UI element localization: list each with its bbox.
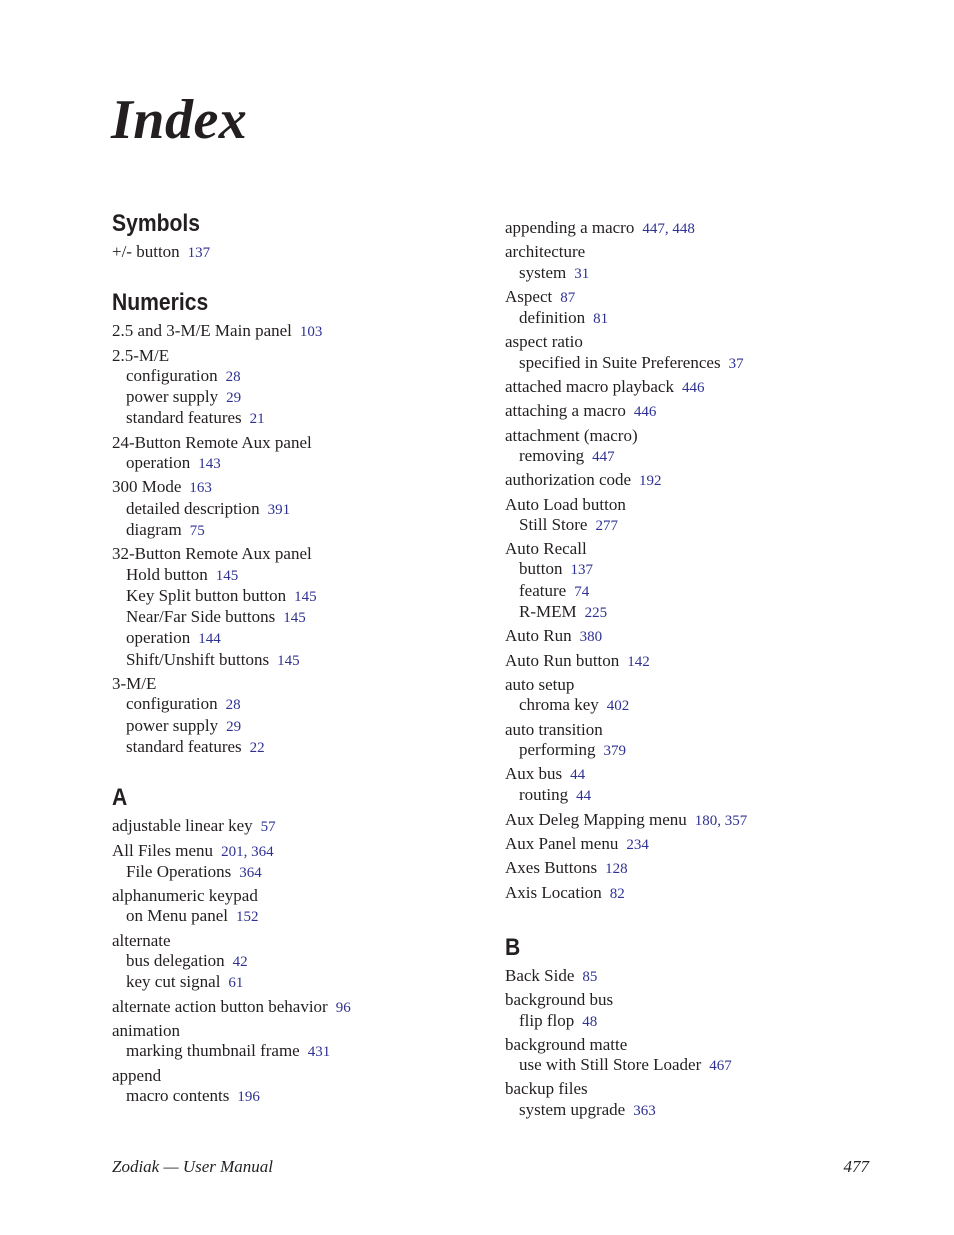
index-subentry: [112, 1086, 492, 1107]
index-entry-line: [505, 470, 885, 491]
page-reference-link[interactable]: 44: [576, 788, 592, 805]
index-subentry: [505, 695, 885, 716]
page-reference-link[interactable]: 28: [225, 697, 241, 714]
index-term: Auto Run: [505, 626, 572, 646]
index-subterm: performing: [519, 739, 596, 759]
index-entry-line: [112, 841, 492, 862]
index-subentry: [112, 565, 492, 586]
page-reference-link[interactable]: 225: [584, 605, 608, 622]
index-subterm: flip flop: [519, 1010, 575, 1030]
page-reference-link[interactable]: 29: [226, 718, 242, 735]
page-reference-link[interactable]: 234: [626, 837, 649, 854]
index-entry: [112, 886, 492, 928]
page-reference-link[interactable]: 145: [283, 610, 306, 627]
index-section: [112, 210, 492, 263]
index-entry: [112, 433, 492, 475]
page-reference-link[interactable]: 29: [226, 390, 242, 407]
index-term: 2.5-M/E: [112, 345, 170, 365]
index-subentry: [112, 607, 492, 628]
index-entry-line: [112, 997, 492, 1018]
index-subterm: configuration: [126, 694, 218, 714]
index-entry: [505, 539, 885, 623]
page-reference-link[interactable]: 192: [639, 473, 662, 490]
index-entry-line: [112, 242, 492, 263]
index-subterm: power supply: [126, 387, 219, 407]
index-entry: [112, 1021, 492, 1063]
page-reference-link[interactable]: 128: [605, 861, 628, 878]
index-subentry: [112, 586, 492, 607]
index-term: attached macro playback: [505, 377, 674, 397]
index-entry: [112, 544, 492, 671]
page-reference-link[interactable]: 431: [307, 1044, 331, 1061]
index-entry: [505, 810, 885, 831]
index-term: Auto Load button: [505, 494, 626, 514]
index-entry: [505, 990, 885, 1032]
index-entry-line: [112, 816, 492, 837]
index-subterm: configuration: [126, 365, 218, 385]
index-section: [505, 218, 885, 904]
index-entry-line: [505, 651, 885, 672]
index-entry-line: [505, 287, 885, 308]
index-subterm: operation: [126, 453, 191, 473]
page-reference-link[interactable]: 81: [593, 311, 609, 328]
index-entry: [505, 242, 885, 284]
index-subentry: [112, 453, 492, 474]
page-reference-link[interactable]: 103: [299, 324, 323, 341]
index-subentry: [112, 906, 492, 927]
index-subterm: macro contents: [126, 1085, 230, 1105]
footer-page-number: 477: [843, 1157, 869, 1176]
index-subentry: [112, 408, 492, 429]
index-term: alphanumeric keypad: [112, 886, 258, 906]
index-subterm: Near/Far Side buttons: [126, 607, 276, 627]
index-column-left: [112, 210, 492, 1133]
index-entry: [112, 477, 492, 541]
section-heading: Numerics: [112, 289, 209, 317]
index-entry-line: [112, 433, 492, 453]
index-entry: [505, 720, 885, 762]
index-subentry: [505, 446, 885, 467]
index-subterm: use with Still Store Loader: [519, 1055, 702, 1075]
index-subterm: removing: [519, 445, 585, 465]
page-reference-link[interactable]: 145: [294, 588, 317, 605]
index-entry-line: [112, 477, 492, 498]
index-term: 2.5 and 3-M/E Main panel: [112, 321, 292, 341]
index-entry: [505, 675, 885, 717]
index-term: Axes Buttons: [505, 858, 598, 878]
index-entry: [505, 883, 885, 904]
index-entry-line: [505, 990, 885, 1010]
index-entry: [112, 997, 492, 1018]
index-entry-line: [505, 1035, 885, 1055]
index-entry: [505, 966, 885, 987]
page-reference-link[interactable]: 447: [592, 448, 615, 465]
index-entry-line: [112, 1021, 492, 1041]
index-subentry: [505, 308, 885, 329]
page-reference-link[interactable]: 143: [198, 456, 221, 473]
index-entry: [112, 841, 492, 884]
page-reference-link[interactable]: 61: [228, 975, 244, 992]
page-reference-link[interactable]: 137: [570, 562, 593, 579]
index-entry-line: [112, 886, 492, 906]
index-term: alternate: [112, 930, 171, 950]
index-subentry: [112, 972, 492, 993]
index-term: Auto Run button: [505, 650, 620, 670]
index-entry: [505, 332, 885, 374]
index-section: [505, 934, 885, 1121]
index-term: authorization code: [505, 470, 632, 490]
index-entry-line: [505, 810, 885, 831]
index-subentry: [505, 559, 885, 580]
index-term: alternate action button behavior: [112, 996, 328, 1016]
index-term: aspect ratio: [505, 332, 583, 352]
page-reference-link[interactable]: 137: [187, 245, 211, 261]
index-term: background bus: [505, 990, 614, 1010]
page-reference-link[interactable]: 391: [267, 501, 291, 518]
index-subentry: [505, 1011, 885, 1032]
index-subentry: [112, 366, 492, 387]
index-subentry: [505, 581, 885, 602]
index-term: 3-M/E: [112, 674, 157, 694]
index-entry: [505, 287, 885, 330]
index-subterm: File Operations: [126, 861, 232, 881]
index-subterm: on Menu panel: [126, 906, 228, 926]
index-subentry: [505, 602, 885, 623]
index-entry: [505, 470, 885, 491]
index-subentry: [505, 740, 885, 761]
index-entry-line: [505, 1079, 885, 1099]
index-subterm: standard features: [126, 736, 242, 756]
index-entry-line: [112, 544, 492, 564]
index-term: Axis Location: [505, 882, 602, 902]
index-entry-line: [112, 1066, 492, 1086]
index-entry-line: [505, 966, 885, 987]
index-subentry: [505, 263, 885, 284]
index-term: attachment (macro): [505, 425, 638, 445]
index-subterm: standard features: [126, 408, 242, 428]
page-reference-link[interactable]: 21: [249, 411, 265, 428]
index-subentry: [112, 628, 492, 649]
index-column-right: [505, 218, 885, 1147]
index-subentry: [112, 694, 492, 715]
index-subterm: key cut signal: [126, 972, 221, 992]
index-subterm: routing: [519, 785, 569, 805]
index-subterm: system: [519, 262, 567, 282]
index-entry-line: [505, 332, 885, 352]
index-entry: [112, 321, 492, 342]
index-entry-line: [505, 720, 885, 740]
page-reference-link[interactable]: 31: [574, 265, 590, 282]
index-subterm: R-MEM: [519, 602, 577, 622]
index-subterm: Hold button: [126, 564, 208, 584]
index-subterm: detailed description: [126, 498, 260, 518]
index-subentry: [505, 785, 885, 806]
page-reference-link[interactable]: 145: [215, 567, 239, 584]
page-reference-link[interactable]: 96: [335, 999, 351, 1016]
page-reference-link[interactable]: 44: [570, 767, 586, 784]
page-reference-link[interactable]: 48: [582, 1013, 598, 1030]
index-entry: [505, 651, 885, 672]
index-entry: [505, 377, 885, 398]
index-subentry: [112, 387, 492, 408]
index-entry-line: [112, 674, 492, 694]
index-term: Aspect: [505, 286, 553, 306]
index-entry: [505, 764, 885, 807]
index-subterm: system upgrade: [519, 1099, 626, 1119]
index-entry-line: [505, 218, 885, 239]
index-term: background matte: [505, 1034, 628, 1054]
index-entry: [505, 626, 885, 647]
index-entry-line: [112, 931, 492, 951]
index-subterm: Still Store: [519, 514, 588, 534]
index-term: Back Side: [505, 965, 575, 985]
index-term: auto transition: [505, 719, 603, 739]
page-reference-link[interactable]: 446: [681, 380, 705, 397]
index-subterm: button: [519, 559, 563, 579]
section-heading: B: [505, 933, 521, 961]
index-term: Aux bus: [505, 764, 563, 784]
index-subentry: [112, 737, 492, 758]
index-entry: [505, 1035, 885, 1077]
index-entry: [505, 426, 885, 468]
index-term: architecture: [505, 242, 586, 262]
index-subentry: [112, 862, 492, 883]
page-reference-link[interactable]: 467: [709, 1058, 732, 1075]
footer-manual-title: Zodiak — User Manual: [112, 1157, 274, 1176]
page-reference-link[interactable]: 145: [277, 652, 300, 669]
page-reference-link[interactable]: 22: [249, 739, 265, 756]
index-entry-line: [112, 346, 492, 366]
index-term: Aux Deleg Mapping menu: [505, 809, 687, 829]
index-entry: [112, 1066, 492, 1108]
index-entry: [112, 346, 492, 430]
index-entry: [505, 858, 885, 879]
index-subterm: feature: [519, 580, 567, 600]
page-reference-link[interactable]: 379: [603, 742, 626, 759]
index-entry: [112, 242, 492, 263]
page-reference-link[interactable]: 28: [225, 368, 241, 385]
index-entry-line: [505, 401, 885, 422]
index-term: animation: [112, 1020, 180, 1040]
page-reference-link[interactable]: 364: [239, 864, 262, 881]
index-entry: [112, 816, 492, 837]
index-subentry: [505, 1100, 885, 1121]
page-reference-link[interactable]: 57: [260, 819, 276, 836]
index-term: +/- button: [112, 242, 180, 261]
index-term: 300 Mode: [112, 477, 182, 497]
index-subentry: [505, 515, 885, 536]
index-entry-line: [505, 764, 885, 785]
index-entry-line: [112, 321, 492, 342]
page-reference-link[interactable]: 75: [189, 522, 205, 539]
index-entry: [505, 1079, 885, 1121]
index-term: 32-Button Remote Aux panel: [112, 544, 312, 564]
page-reference-link[interactable]: 201, 364: [221, 843, 274, 860]
page-reference-link[interactable]: 402: [606, 698, 630, 715]
page-reference-link[interactable]: 152: [235, 909, 259, 926]
index-subterm: marking thumbnail frame: [126, 1041, 300, 1061]
index-entry-line: [505, 539, 885, 559]
page-reference-link[interactable]: 37: [728, 355, 744, 372]
index-term: 24-Button Remote Aux panel: [112, 432, 312, 452]
page-reference-link[interactable]: 363: [633, 1102, 656, 1119]
page-reference-link[interactable]: 446: [633, 404, 657, 421]
index-subterm: bus delegation: [126, 951, 225, 971]
index-term: backup files: [505, 1079, 588, 1099]
index-subentry: [112, 951, 492, 972]
page-reference-link[interactable]: 380: [579, 629, 603, 646]
index-term: All Files menu: [112, 840, 214, 860]
index-subterm: diagram: [126, 519, 182, 539]
index-subterm: definition: [519, 308, 586, 328]
index-term: appending a macro: [505, 218, 635, 237]
index-section: [112, 289, 492, 758]
index-entry: [505, 218, 885, 239]
page-reference-link[interactable]: 87: [560, 289, 576, 306]
index-subterm: Key Split button button: [126, 585, 287, 605]
section-heading: Symbols: [112, 210, 201, 237]
index-subentry: [505, 353, 885, 374]
index-entry-line: [505, 834, 885, 855]
index-entry-line: [505, 242, 885, 262]
index-subentry: [112, 1041, 492, 1062]
page-reference-link[interactable]: 74: [574, 583, 590, 600]
index-entry-line: [505, 626, 885, 647]
index-subentry: [112, 716, 492, 737]
index-subterm: power supply: [126, 715, 219, 735]
page-reference-link[interactable]: 180, 357: [694, 812, 748, 829]
index-term: attaching a macro: [505, 401, 626, 421]
page-reference-link[interactable]: 42: [232, 954, 248, 971]
index-entry: [505, 495, 885, 537]
section-heading: A: [112, 784, 128, 812]
index-entry-line: [505, 858, 885, 879]
index-term: Aux Panel menu: [505, 834, 619, 854]
index-subterm: operation: [126, 628, 191, 648]
index-entry: [505, 834, 885, 855]
index-section: [112, 784, 492, 1107]
index-term: Auto Recall: [505, 539, 587, 559]
index-term: append: [112, 1065, 162, 1085]
page-reference-link[interactable]: 277: [595, 517, 618, 534]
index-subterm: Shift/Unshift buttons: [126, 649, 270, 669]
index-entry-line: [505, 495, 885, 515]
index-term: adjustable linear key: [112, 816, 253, 836]
index-entry: [112, 931, 492, 994]
index-term: auto setup: [505, 674, 575, 694]
index-subentry: [505, 1055, 885, 1076]
index-subterm: specified in Suite Preferences: [519, 352, 721, 372]
index-subentry: [112, 650, 492, 671]
page-reference-link[interactable]: 196: [237, 1088, 260, 1105]
index-entry-line: [505, 377, 885, 398]
index-entry-line: [505, 675, 885, 695]
page-reference-link[interactable]: 142: [627, 653, 650, 670]
page-title: Index: [111, 89, 248, 151]
index-entry: [505, 401, 885, 422]
index-subentry: [112, 499, 492, 520]
page-reference-link[interactable]: 447, 448: [642, 221, 695, 237]
index-subentry: [112, 520, 492, 541]
page-reference-link[interactable]: 85: [582, 968, 598, 985]
page-reference-link[interactable]: 144: [198, 631, 221, 648]
page-reference-link[interactable]: 82: [609, 885, 625, 902]
index-entry-line: [505, 883, 885, 904]
index-subterm: chroma key: [519, 695, 599, 715]
page-reference-link[interactable]: 163: [189, 480, 212, 497]
index-entry-line: [505, 426, 885, 446]
index-entry: [112, 674, 492, 758]
